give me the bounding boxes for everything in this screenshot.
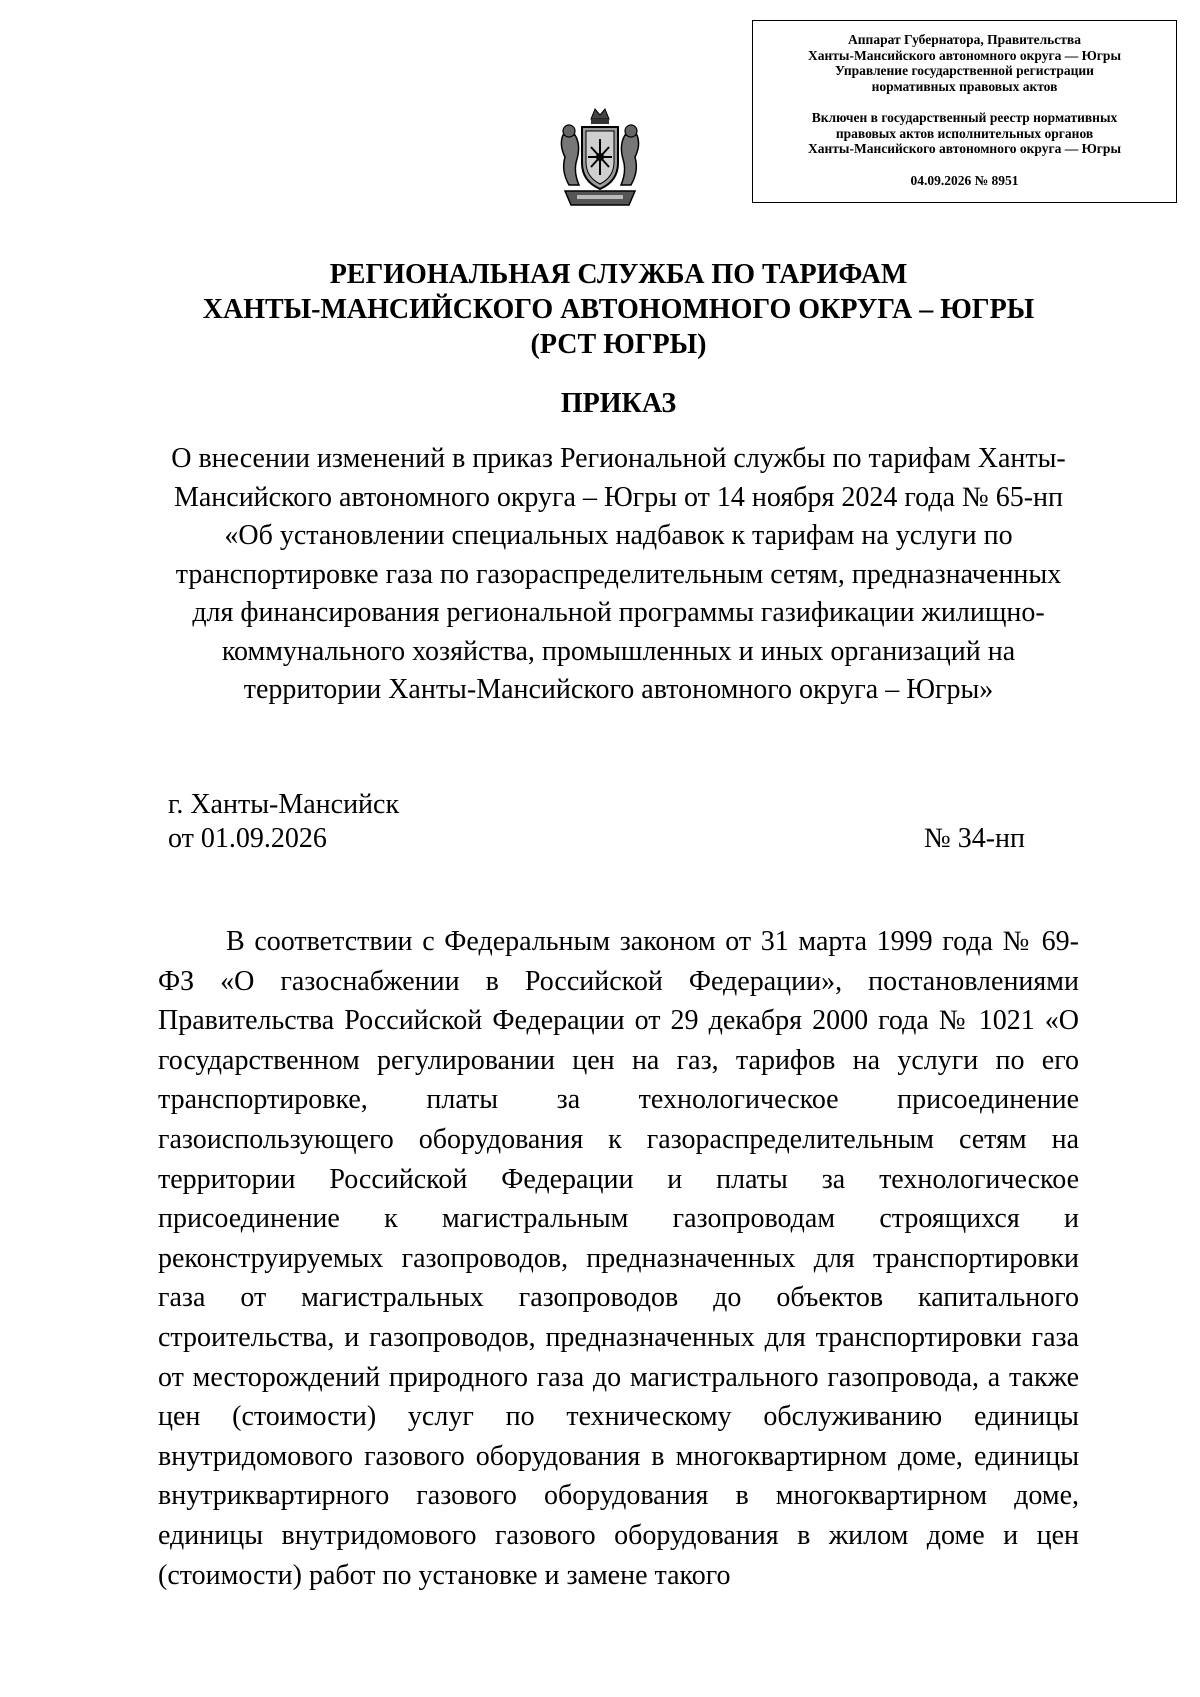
place-of-issue: г. Ханты-Мансийск bbox=[168, 789, 400, 820]
stamp-registration-number: 04.09.2026 № 8951 bbox=[910, 172, 1019, 188]
stamp-line: нормативных правовых актов bbox=[871, 78, 1058, 94]
stamp-line: правовых актов исполнительных органов bbox=[835, 125, 1094, 141]
stamp-line: Управление государственной регистрации bbox=[835, 63, 1094, 78]
order-number: № 34-нп bbox=[924, 823, 1026, 854]
agency-title-line: РЕГИОНАЛЬНАЯ СЛУЖБА ПО ТАРИФАМ bbox=[329, 259, 908, 290]
order-subject: О внесении изменений в приказ Региональной службы по тарифам Ханты-Мансийского автономного округа – Югры от 14 ноября 2024 года № 65-нп «Об установлении специальных надбавок к тарифам на услуги по транспортировке газа по газораспределительным сетям, предназначенных для финансирования региональной программы газификации жилищно-коммунального хозяйства, промышленных и иных организаций на территории Ханты-Мансийского автономного округа – Югры» bbox=[171, 443, 1066, 705]
agency-title-line: ХАНТЫ-МАНСИЙСКОГО АВТОНОМНОГО ОКРУГА – ЮГРЫ bbox=[202, 294, 1035, 325]
stamp-line: Аппарат Губернатора, Правительства bbox=[848, 32, 1081, 47]
order-label: ПРИКАЗ bbox=[560, 388, 677, 419]
order-body-paragraph: В соответствии с Федеральным законом от 31 марта 1999 года № 69-ФЗ «О газоснабжении в Российской Федерации», постановлениями Правительства Российской Федерации от 29 декабря 2000 года № 1021 «О государственном регулировании цен на газ, тарифов на услуги по его транспортировке, платы за технологическое присоединение газоиспользующего оборудования к газораспределительным сетям на территории Российской Федерации и платы за технологическое присоединение к магистральным газопроводам строящихся и реконструируемых газопроводов, предназначенных для транспортировки газа от магистральных газопроводов до объектов капитального строительства, и газопроводов, предназначенных для транспортировки газа от месторождений природного газа до магистрального газопровода, а также цен (стоимости) услуг по техническому обслуживанию единицы внутридомового газового оборудования в многоквартирном доме, единицы внутриквартирного газового оборудования в многоквартирном доме, единицы внутридомового газового оборудования в жилом доме и цен (стоимости) работ по установке и замене такого bbox=[158, 926, 1079, 1591]
stamp-line: Ханты-Мансийского автономного округа — Югры bbox=[808, 141, 1121, 156]
stamp-line: Ханты-Мансийского автономного округа — Югры bbox=[808, 47, 1121, 63]
order-date: от 01.09.2026 bbox=[168, 823, 327, 854]
coat-of-arms-icon bbox=[555, 105, 645, 213]
agency-title bbox=[0, 257, 1200, 362]
stamp-line: Включен в государственный реестр нормативных bbox=[811, 110, 1118, 125]
registry-stamp bbox=[752, 20, 1177, 203]
agency-title-line: (РСТ ЮГРЫ) bbox=[530, 329, 707, 360]
